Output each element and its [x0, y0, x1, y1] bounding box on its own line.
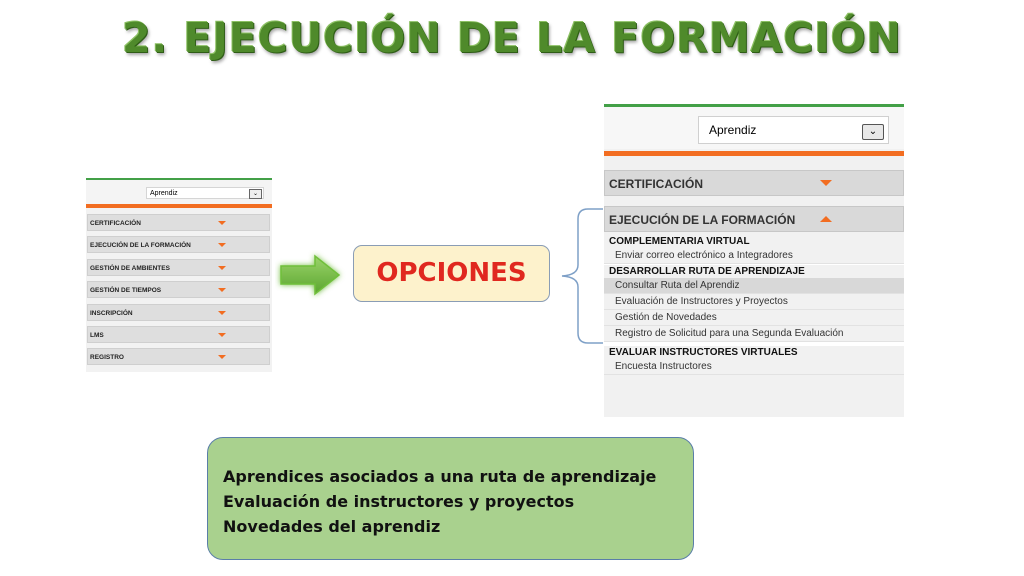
caret-down-icon [218, 333, 226, 337]
chevron-down-icon[interactable]: ⌄ [862, 124, 884, 140]
submenu-item-evaluacion-instructores[interactable]: Evaluación de Instructores y Proyectos [604, 294, 904, 310]
caret-down-icon [820, 180, 832, 186]
menu-header-certificacion[interactable]: CERTIFICACIÓN [604, 170, 904, 196]
submenu-item-segunda-evaluacion[interactable]: Registro de Solicitud para una Segunda Evaluación [604, 326, 904, 342]
role-select-value: Aprendiz [150, 190, 178, 197]
expanded-menu-panel [604, 104, 904, 417]
caret-up-icon [820, 216, 832, 222]
role-select-large[interactable] [698, 116, 889, 144]
role-select-value: Aprendiz [709, 123, 757, 137]
menu-item-certificacion[interactable]: CERTIFICACIÓN [87, 214, 270, 231]
menu-header-ejecucion[interactable]: EJECUCIÓN DE LA FORMACIÓN [604, 206, 904, 232]
caret-down-icon [218, 243, 226, 247]
small-menu-panel [86, 178, 272, 372]
caret-down-icon [218, 221, 226, 225]
note-line: Novedades del aprendiz [223, 517, 441, 536]
caret-down-icon [218, 355, 226, 359]
menu-item-lms[interactable]: LMS [87, 326, 270, 343]
submenu-item-gestion-novedades[interactable]: Gestión de Novedades [604, 310, 904, 326]
options-box: OPCIONES [353, 245, 550, 302]
note-line: Aprendices asociados a una ruta de aprendizaje [223, 467, 657, 486]
orange-divider [86, 204, 272, 208]
submenu-item-enviar-correo[interactable]: Enviar correo electrónico a Integradores [604, 248, 904, 264]
slide-title: 2. EJECUCIÓN DE LA FORMACIÓN [122, 14, 902, 62]
group-title-evaluar-instructores: EVALUAR INSTRUCTORES VIRTUALES [609, 347, 798, 358]
orange-divider [604, 151, 904, 156]
note-line: Evaluación de instructores y proyectos [223, 492, 575, 511]
submenu-item-encuesta[interactable]: Encuesta Instructores [604, 359, 904, 375]
caret-down-icon [218, 266, 226, 270]
caret-down-icon [218, 311, 226, 315]
menu-item-ejecucion[interactable]: EJECUCIÓN DE LA FORMACIÓN [87, 236, 270, 253]
role-select[interactable] [146, 187, 264, 199]
menu-item-tiempos[interactable]: GESTIÓN DE TIEMPOS [87, 281, 270, 298]
chevron-down-icon[interactable]: ⌄ [249, 189, 262, 199]
menu-item-ambientes[interactable]: GESTIÓN DE AMBIENTES [87, 259, 270, 276]
caret-down-icon [218, 288, 226, 292]
group-title-desarrollar-ruta: DESARROLLAR RUTA DE APRENDIZAJE [609, 266, 805, 277]
menu-item-inscripcion[interactable]: INSCRIPCIÓN [87, 304, 270, 321]
right-arrow-icon [275, 250, 347, 300]
group-title-complementaria: COMPLEMENTARIA VIRTUAL [609, 236, 750, 247]
menu-item-registro[interactable]: REGISTRO [87, 348, 270, 365]
submenu-item-consultar-ruta[interactable]: Consultar Ruta del Aprendiz [604, 278, 904, 294]
bracket-connector [556, 207, 606, 347]
notes-box [207, 437, 694, 560]
